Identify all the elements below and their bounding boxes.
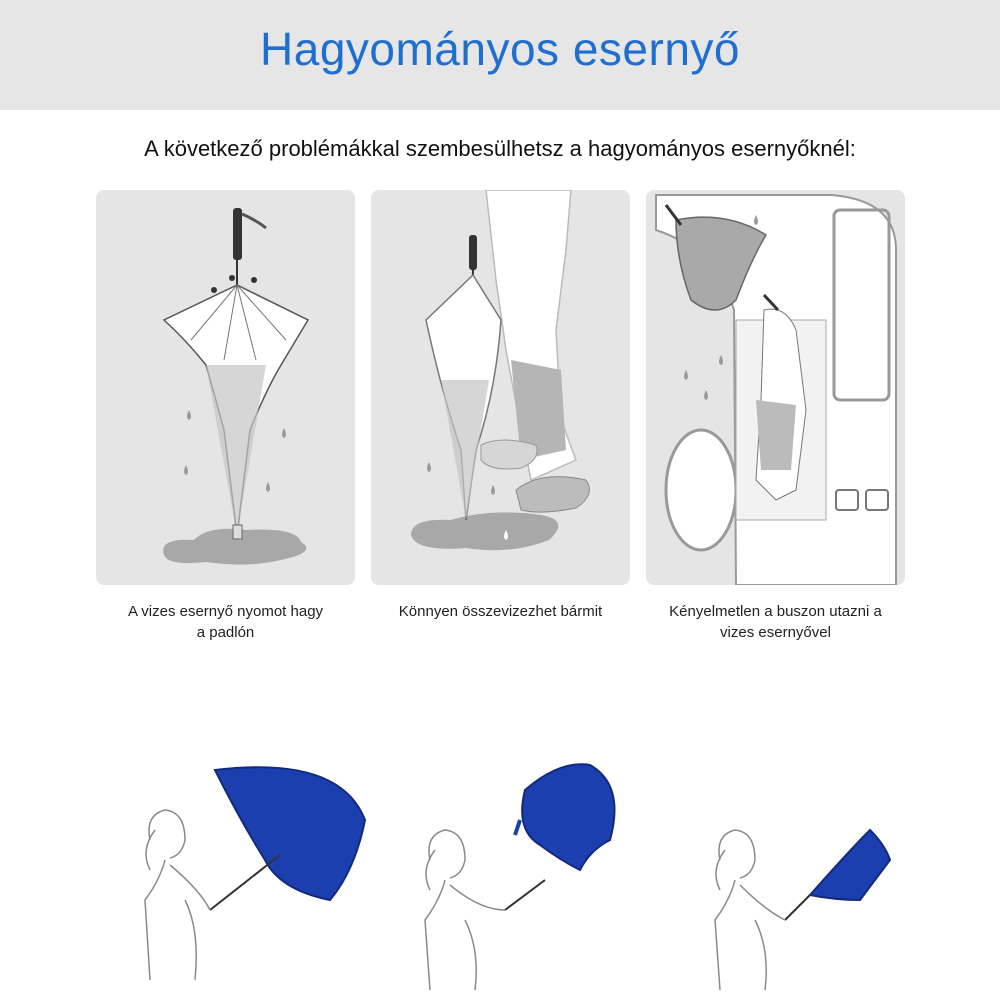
caption-splash	[371, 601, 630, 622]
caption-line: Kényelmetlen a buszon utazni a	[669, 603, 882, 620]
person-bus-umbrella-illustration	[646, 190, 905, 585]
caption-line: vizes esernyővel	[720, 624, 831, 641]
wet-umbrella-puddle-illustration	[96, 190, 355, 585]
subtitle: A következő problémákkal szembesülhetsz a hagyományos esernyőknél:	[144, 136, 856, 161]
caption-line: Könnyen összevizezhet bármit	[398, 603, 603, 620]
woman-closing-umbrella-icon	[410, 760, 660, 1000]
caption-line: a padlón	[196, 624, 255, 641]
woman-closed-umbrella-icon	[700, 760, 950, 1000]
title-banner	[0, 0, 1000, 110]
page-title: Hagyományos esernyő	[260, 23, 740, 75]
caption-bus	[646, 601, 905, 643]
caption-wet-floor	[96, 601, 355, 643]
panel-person-umbrella	[371, 190, 630, 585]
woman-open-umbrella-icon	[130, 760, 380, 1000]
caption-line: A vizes esernyő nyomot hagy	[127, 603, 324, 620]
panel-wet-umbrella	[96, 190, 355, 585]
person-wet-umbrella-illustration	[371, 190, 630, 585]
panel-bus	[646, 190, 905, 585]
